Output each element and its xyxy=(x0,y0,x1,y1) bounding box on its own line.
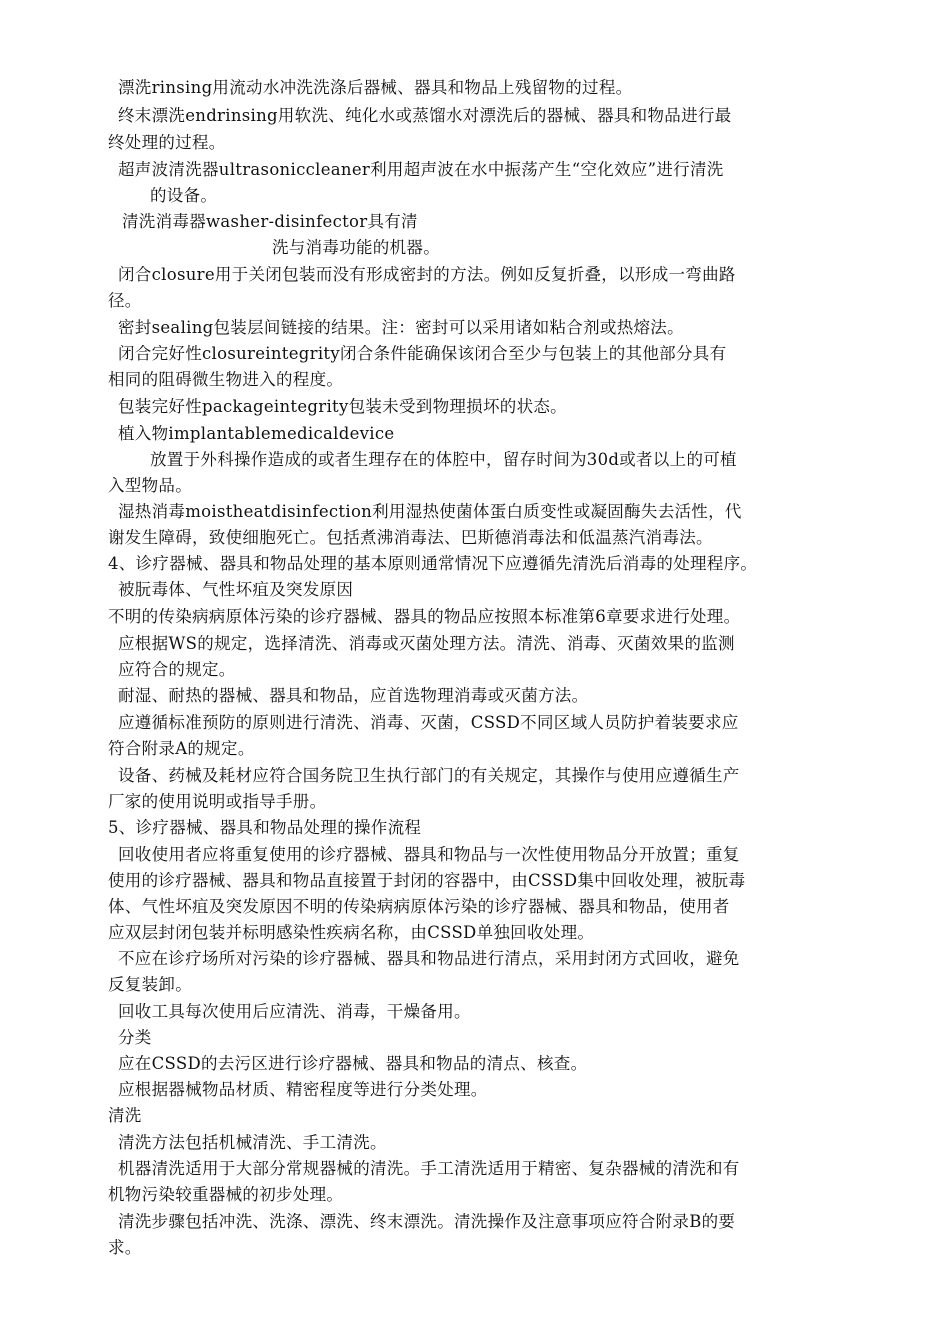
text-line: 求。 xyxy=(108,1238,142,1257)
text-line: 被朊毒体、气性坏疽及突发原因 xyxy=(118,580,354,599)
text-line: 湿热消毒moistheatdisinfection利用湿热使菌体蛋白质变性或凝固酶失去活性，代 xyxy=(118,502,742,521)
text-line: 的设备。 xyxy=(150,186,218,205)
text-line: 闭合完好性closureintegrity闭合条件能确保该闭合至少与包装上的其他部分具有 xyxy=(118,344,727,363)
text-line: 超声波清洗器ultrasoniccleaner利用超声波在水中振荡产生“空化效应”进行清洗 xyxy=(118,160,724,179)
text-line: 应符合的规定。 xyxy=(118,660,236,679)
text-line: 应双层封闭包装并标明感染性疾病名称，由CSSD单独回收处理。 xyxy=(108,923,595,942)
text-line: 终末漂洗endrinsing用软洗、纯化水或蒸馏水对漂洗后的器械、器具和物品进行最 xyxy=(118,106,732,125)
text-line: 耐湿、耐热的器械、器具和物品，应首选物理消毒或灭菌方法。 xyxy=(118,686,589,705)
text-line: 符合附录A的规定。 xyxy=(108,739,255,758)
section-heading-5: 5、诊疗器械、器具和物品处理的操作流程 xyxy=(108,818,422,837)
text-line: 使用的诊疗器械、器具和物品直接置于封闭的容器中，由CSSD集中回收处理，被朊毒 xyxy=(108,871,746,890)
text-line: 反复装卸。 xyxy=(108,975,192,994)
text-line: 谢发生障碍，致使细胞死亡。包括煮沸消毒法、巴斯德消毒法和低温蒸汽消毒法。 xyxy=(108,528,713,547)
text-line: 清洗方法包括机械清洗、手工清洗。 xyxy=(118,1133,387,1152)
text-line: 回收工具每次使用后应清洗、消毒，干燥备用。 xyxy=(118,1002,471,1021)
text-line: 清洗消毒器washer-disinfector具有清 xyxy=(122,212,418,231)
text-line: 体、气性坏疽及突发原因不明的传染病病原体污染的诊疗器械、器具和物品，使用者 xyxy=(108,897,730,916)
text-line: 植入物implantablemedicaldevice xyxy=(118,424,395,443)
text-line: 径。 xyxy=(108,291,142,310)
text-line: 相同的阻碍微生物进入的程度。 xyxy=(108,370,344,389)
text-line: 应遵循标准预防的原则进行清洗、消毒、灭菌，CSSD不同区域人员防护着装要求应 xyxy=(118,713,739,732)
text-line: 设备、药械及耗材应符合国务院卫生执行部门的有关规定，其操作与使用应遵循生产 xyxy=(118,766,740,785)
text-line: 不应在诊疗场所对污染的诊疗器械、器具和物品进行清点，采用封闭方式回收，避免 xyxy=(118,949,740,968)
text-line: 包装完好性packageintegrity包装未受到物理损坏的状态。 xyxy=(118,397,567,416)
text-line: 不明的传染病病原体污染的诊疗器械、器具的物品应按照本标准第6章要求进行处理。 xyxy=(108,607,741,626)
text-line: 机物污染较重器械的初步处理。 xyxy=(108,1185,344,1204)
text-line: 闭合closure用于关闭包装而没有形成密封的方法。例如反复折叠，以形成一弯曲路 xyxy=(118,265,736,284)
subheading-cleaning: 清洗 xyxy=(108,1106,142,1125)
text-line: 入型物品。 xyxy=(108,476,192,495)
text-line: 放置于外科操作造成的或者生理存在的体腔中，留存时间为30d或者以上的可植 xyxy=(150,450,737,469)
text-line: 密封sealing包装层间链接的结果。注：密封可以采用诸如粘合剂或热熔法。 xyxy=(118,318,684,337)
text-line: 终处理的过程。 xyxy=(108,133,226,152)
text-line: 应根据WS的规定，选择清洗、消毒或灭菌处理方法。清洗、消毒、灭菌效果的监测 xyxy=(118,634,735,653)
subheading-classification: 分类 xyxy=(118,1028,152,1047)
text-line: 机器清洗适用于大部分常规器械的清洗。手工清洗适用于精密、复杂器械的清洗和有 xyxy=(118,1159,740,1178)
text-line: 漂洗rinsing用流动水冲洗洗涤后器械、器具和物品上残留物的过程。 xyxy=(118,78,633,97)
section-heading-4: 4、诊疗器械、器具和物品处理的基本原则通常情况下应遵循先清洗后消毒的处理程序。 xyxy=(108,554,758,573)
text-line: 应在CSSD的去污区进行诊疗器械、器具和物品的清点、核查。 xyxy=(118,1054,588,1073)
text-line: 应根据器械物品材质、精密程度等进行分类处理。 xyxy=(118,1080,488,1099)
text-line: 洗与消毒功能的机器。 xyxy=(272,238,440,257)
text-line: 回收使用者应将重复使用的诊疗器械、器具和物品与一次性使用物品分开放置；重复 xyxy=(118,845,740,864)
text-line: 厂家的使用说明或指导手册。 xyxy=(108,792,327,811)
text-line: 清洗步骤包括冲洗、洗涤、漂洗、终末漂洗。清洗操作及注意事项应符合附录B的要 xyxy=(118,1212,736,1231)
